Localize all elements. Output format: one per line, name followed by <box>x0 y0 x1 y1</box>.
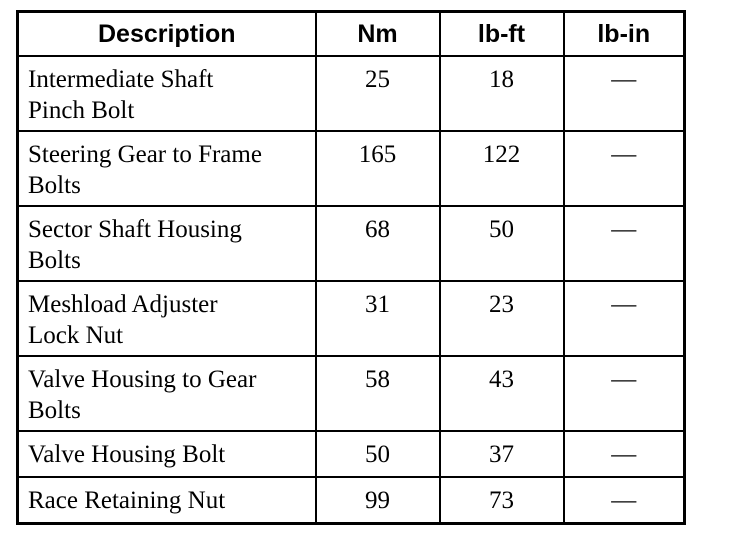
nm-cell: 31 <box>316 281 440 356</box>
table-row <box>18 431 685 477</box>
lbin-cell: — <box>564 477 685 524</box>
lbft-cell: 18 <box>440 56 564 131</box>
lbin-cell: — <box>564 206 685 281</box>
nm-cell: 25 <box>316 56 440 131</box>
description-line: Valve Housing to Gear <box>28 366 257 393</box>
description-line: Meshload Adjuster <box>28 291 218 318</box>
table-row <box>18 56 685 131</box>
description-line: Bolts <box>28 397 81 424</box>
description-cell <box>18 356 316 431</box>
nm-cell: 165 <box>316 131 440 206</box>
table-row <box>18 477 685 524</box>
description-line: Bolts <box>28 172 81 199</box>
description-line: Valve Housing Bolt <box>28 441 226 468</box>
description-cell <box>18 477 316 524</box>
lbft-cell: 122 <box>440 131 564 206</box>
description-line: Sector Shaft Housing <box>28 216 242 243</box>
description-cell <box>18 131 316 206</box>
lbin-cell: — <box>564 356 685 431</box>
table-row <box>18 131 685 206</box>
description-cell <box>18 56 316 131</box>
header-description: Description <box>18 12 316 57</box>
lbin-cell: — <box>564 56 685 131</box>
description-line: Pinch Bolt <box>28 97 135 124</box>
description-line: Intermediate Shaft <box>28 66 214 93</box>
description-cell <box>18 431 316 477</box>
nm-cell: 99 <box>316 477 440 524</box>
header-lbft: lb-ft <box>440 12 564 57</box>
nm-cell: 58 <box>316 356 440 431</box>
table-row <box>18 356 685 431</box>
table-row <box>18 281 685 356</box>
nm-cell: 50 <box>316 431 440 477</box>
lbft-cell: 37 <box>440 431 564 477</box>
header-row <box>18 12 685 57</box>
torque-spec-table <box>16 10 686 525</box>
lbin-cell: — <box>564 281 685 356</box>
description-line: Steering Gear to Frame <box>28 141 262 168</box>
header-lbin: lb-in <box>564 12 685 57</box>
description-line: Bolts <box>28 247 81 274</box>
lbin-cell: — <box>564 131 685 206</box>
description-cell <box>18 281 316 356</box>
lbft-cell: 50 <box>440 206 564 281</box>
lbft-cell: 43 <box>440 356 564 431</box>
lbft-cell: 23 <box>440 281 564 356</box>
lbft-cell: 73 <box>440 477 564 524</box>
description-line: Lock Nut <box>28 322 124 349</box>
table-row <box>18 206 685 281</box>
nm-cell: 68 <box>316 206 440 281</box>
description-cell <box>18 206 316 281</box>
header-nm: Nm <box>316 12 440 57</box>
description-line: Race Retaining Nut <box>28 487 226 514</box>
lbin-cell: — <box>564 431 685 477</box>
